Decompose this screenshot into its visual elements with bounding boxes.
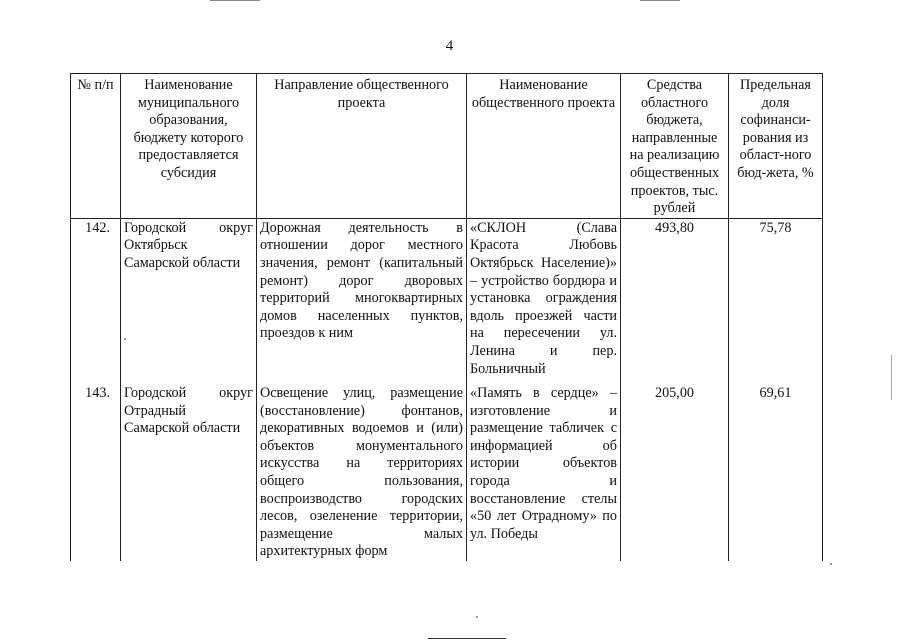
scan-artifact <box>210 0 260 1</box>
table-header-row <box>71 74 823 219</box>
row-project-name: «СКЛОН (Слава Красота Любовь Октябрьск Население)» – устройство бордюра и установка ограждения вдоль проезжей части на пересечении ул. Ленина и пер. Больничный <box>467 218 621 378</box>
header-number: № п/п <box>71 74 121 219</box>
row-number: 142. <box>71 218 121 378</box>
header-cofinancing-share: Предельная доля софинанси-рования из област-ного бюд-жета, % <box>729 74 823 219</box>
scan-artifact <box>891 355 892 400</box>
row-number: 143. <box>71 378 121 561</box>
scan-artifact <box>830 563 832 565</box>
row-project-name: «Память в сердце» – изготовление и размещение табличек с информацией об истории объектов города и восстановление стелы «50 лет Отрадному» по ул. Победы <box>467 378 621 561</box>
row-share: 69,61 <box>729 378 823 561</box>
header-municipality: Наименование муниципального образования, бюджету которого предоставляется субсидия <box>121 74 257 219</box>
row-funds: 205,00 <box>621 378 729 561</box>
table-row <box>71 378 823 561</box>
scan-artifact <box>428 638 506 639</box>
scan-artifact <box>640 0 680 1</box>
row-share: 75,78 <box>729 218 823 378</box>
row-municipality: Городской округ Октябрьск Самарской области <box>121 218 257 378</box>
header-project-name: Наименование общественного проекта <box>467 74 621 219</box>
row-municipality: Городской округ Отрадный Самарской области <box>121 378 257 561</box>
row-funds: 493,80 <box>621 218 729 378</box>
subsidy-table <box>70 73 823 561</box>
header-funds: Средства областного бюджета, направленные на реализацию общественных проектов, тыс. рублей <box>621 74 729 219</box>
row-direction: Дорожная деятельность в отношении дорог местного значения, ремонт (капитальный ремонт) дорог дворовых территорий многоквартирных домов населенных пунктов, проездов к ним <box>257 218 467 378</box>
page-number: 4 <box>445 38 454 54</box>
table-row <box>71 218 823 378</box>
header-direction: Направление общественного проекта <box>257 74 467 219</box>
scan-artifact <box>476 616 478 618</box>
row-direction: Освещение улиц, размещение (восстановление) фонтанов, декоративных водоемов и (или) объектов монументального искусства на территориях общего пользования, воспроизводство городских лесов, озеленение территории, размещение малых архитектурных форм <box>257 378 467 561</box>
